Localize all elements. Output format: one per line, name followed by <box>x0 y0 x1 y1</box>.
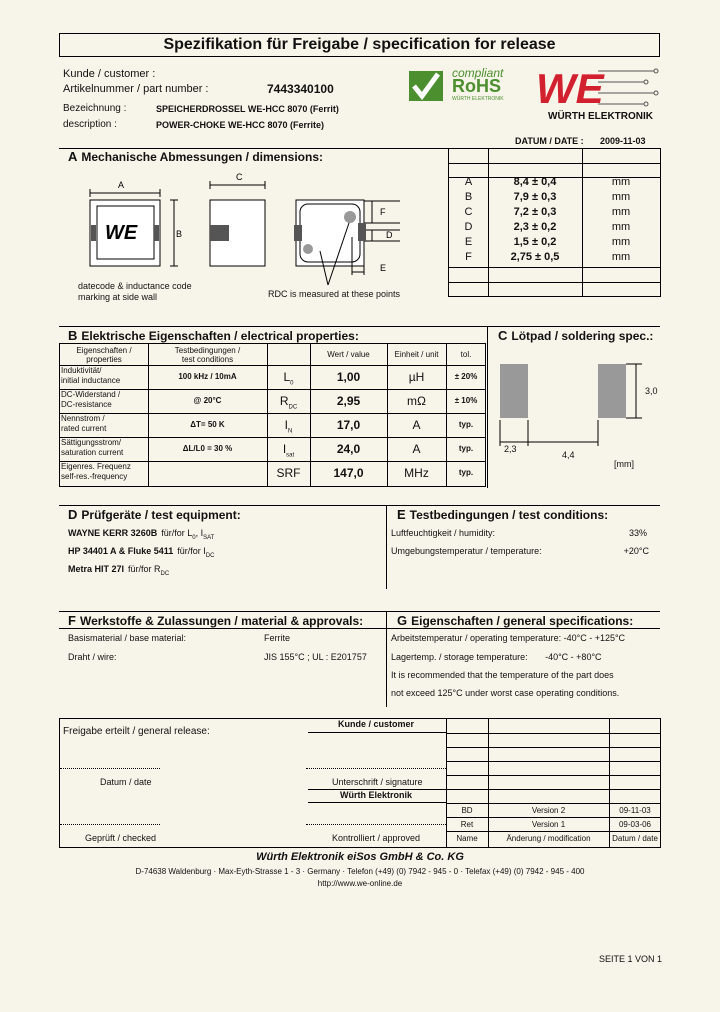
dimension-value: 7,2 ± 0,3 <box>513 206 557 218</box>
dimension-unit: mm <box>611 221 631 233</box>
dimension-value: 1,5 ± 0,2 <box>513 236 557 248</box>
checked-line <box>60 824 160 825</box>
symbol-letter: R <box>279 394 289 408</box>
revision-name: BD <box>461 806 473 815</box>
dim-label-d: D <box>386 230 393 240</box>
designation-value: SPEICHERDROSSEL WE-HCC 8070 (Ferrit) <box>156 104 339 114</box>
humidity-value: 33% <box>628 528 647 538</box>
property-unit: A <box>412 442 421 456</box>
svg-text:WE: WE <box>105 222 138 244</box>
dimension-key: F <box>465 251 472 263</box>
symbol-subscript: DC <box>288 404 298 411</box>
section-a-letter: A <box>68 149 78 164</box>
section-f-title: Werkstoffe & Zulassungen / material & approvals: <box>79 614 364 628</box>
property-value: 17,0 <box>336 418 361 432</box>
page-number: SEITE 1 VON 1 <box>599 954 663 964</box>
rohs-compliant-text: compliant <box>452 66 504 80</box>
equipment-subscript-2: SAT <box>203 534 215 541</box>
symbol <box>267 466 310 482</box>
we-brand-text: WÜRTH ELEKTRONIK <box>548 111 653 122</box>
col-value: Wert / value <box>327 350 370 359</box>
dimension-unit: mm <box>611 236 631 248</box>
col-unit: Einheit / unit <box>394 350 439 359</box>
dimension-unit: mm <box>611 191 631 203</box>
revision-change: Version 1 <box>531 820 566 829</box>
section-b-header <box>68 328 359 343</box>
section-b-title: Elektrische Eigenschaften / electrical properties: <box>81 329 359 343</box>
property-line-1: Eigenres. Frequenz <box>61 462 131 471</box>
rdc-note: RDC is measured at these points <box>268 289 401 299</box>
dim-label-b: B <box>176 229 183 239</box>
equipment-line <box>68 546 214 559</box>
property-line-2: initial inductance <box>61 376 121 385</box>
dimension-key: B <box>464 191 473 203</box>
symbol <box>267 370 310 386</box>
rev-header-name: Name <box>456 834 478 843</box>
test-condition: @ 20°C <box>193 396 222 405</box>
temperature-value: +20°C <box>623 546 649 556</box>
equipment-line <box>68 528 214 541</box>
datecode-note-2: marking at side wall <box>78 292 158 302</box>
release-label: Freigabe erteilt / general release: <box>63 726 210 737</box>
section-d-letter: D <box>68 507 78 522</box>
section-d-header <box>68 507 241 522</box>
dim-label-a: A <box>118 180 125 190</box>
property-line-2: rated current <box>61 424 107 433</box>
dimension-unit: mm <box>611 206 631 218</box>
col-property-2: properties <box>86 355 122 364</box>
dim-label-f: F <box>380 207 386 217</box>
property-unit: mΩ <box>407 394 426 408</box>
equipment-subscript: DC <box>205 552 215 559</box>
revision-date: 09-11-03 <box>619 806 651 815</box>
col-conditions-2: test conditions <box>181 355 234 364</box>
general-spec-line-2: Lagertemp. / storage temperature: -40°C - +80°C <box>391 652 602 662</box>
temperature-label: Umgebungstemperatur / temperature: <box>391 546 542 556</box>
property-unit: A <box>412 418 421 432</box>
property-value: 2,95 <box>336 394 361 408</box>
section-g-title: Eigenschaften / general specifications: <box>411 614 634 628</box>
test-condition: 100 kHz / 10mA <box>178 372 237 381</box>
general-spec-line-4: not exceed 125°C under worst case operating conditions. <box>391 688 620 698</box>
test-condition: ΔL/L0 = 30 % <box>182 444 233 453</box>
property-unit: MHz <box>404 466 429 480</box>
footer-address: D-74638 Waldenburg · Max-Eyth-Strasse 1 - 3 · Germany · Telefon (+49) (0) 7942 - 945 - 0 · Telefax (+49) (0) 7942 - 945 - 400 <box>135 867 585 876</box>
section-f-header <box>68 613 363 628</box>
section-e-letter: E <box>397 507 406 522</box>
test-condition: ΔT= 50 K <box>190 420 225 429</box>
solder-pad-drawing <box>492 350 660 470</box>
property-value: 24,0 <box>336 442 361 456</box>
section-f-letter: F <box>68 613 76 628</box>
symbol-letter: L <box>283 370 291 384</box>
part-number: 7443340100 <box>267 82 334 96</box>
base-material-value: Ferrite <box>264 633 291 643</box>
rohs-logo <box>408 66 526 104</box>
property-tolerance: typ. <box>458 444 474 453</box>
rev-header-change: Änderung / modification <box>506 834 591 843</box>
revision-name: Ret <box>460 820 474 829</box>
dimension-key: E <box>464 236 473 248</box>
date-signature-line-1 <box>60 768 160 769</box>
property-value: 147,0 <box>333 466 364 480</box>
property-line-2: self-res.-frequency <box>61 472 128 481</box>
section-c-title: Lötpad / soldering spec.: <box>511 329 654 343</box>
symbol <box>267 418 310 434</box>
wire-label: Draht / wire: <box>68 652 117 662</box>
section-e-header <box>397 507 608 522</box>
rohs-sub-text: WÜRTH ELEKTRONIK <box>452 96 504 102</box>
wire-value: JIS 155°C ; UL : E201757 <box>264 652 367 662</box>
approved-label: Kontrolliert / approved <box>332 833 421 843</box>
we-logo <box>532 63 662 123</box>
svg-text:WE: WE <box>536 65 604 109</box>
dim-label-c: C <box>236 172 243 182</box>
humidity-label: Luftfeuchtigkeit / humidity: <box>391 528 496 538</box>
rohs-text: RoHS <box>452 76 501 96</box>
date-label-release: Datum / date <box>100 777 152 787</box>
base-material-label: Basismaterial / base material: <box>68 633 187 643</box>
property-tolerance: ± 10% <box>454 396 478 405</box>
solder-dim-gap: 4,4 <box>562 450 575 460</box>
symbol-letter: I <box>284 418 288 432</box>
solder-pad-svg <box>492 350 660 470</box>
dim-label-e: E <box>380 263 387 273</box>
general-spec-line-3: It is recommended that the temperature of the part does <box>391 670 614 680</box>
checked-label: Geprüft / checked <box>85 833 157 843</box>
equipment-subscript: 0 <box>192 534 196 541</box>
equipment-line <box>68 564 169 577</box>
approved-line <box>306 824 446 825</box>
property-line-1: Sättigungsstrom/ <box>61 438 122 447</box>
footer-url: http://www.we-online.de <box>317 879 403 888</box>
general-spec-line-1: Arbeitstemperatur / operating temperature: -40°C - +125°C <box>391 633 626 643</box>
equipment-usage: für/for R <box>128 564 161 574</box>
equipment-usage: für/for I <box>177 546 206 556</box>
section-g-letter: G <box>397 613 408 628</box>
solder-unit: [mm] <box>614 459 634 469</box>
we-header: Würth Elektronik <box>339 790 412 800</box>
symbol-letter: I <box>282 442 287 456</box>
date-label: DATUM / DATE : <box>515 136 584 146</box>
section-d-title: Prüfgeräte / test equipment: <box>81 508 241 522</box>
equipment-name: WAYNE KERR 3260B <box>68 528 158 538</box>
equipment-subscript: DC <box>160 570 170 577</box>
revision-change: Version 2 <box>531 806 566 815</box>
description-value: POWER-CHOKE WE-HCC 8070 (Ferrite) <box>156 120 325 130</box>
revision-date: 09-03-06 <box>618 820 652 829</box>
equipment-name: HP 34401 A & Fluke 5411 <box>68 546 174 556</box>
col-tol: tol. <box>460 350 472 359</box>
datecode-note-1: datecode & inductance code <box>78 281 192 291</box>
section-c-header <box>498 328 653 343</box>
dimension-value: 2,75 ± 0,5 <box>510 251 560 263</box>
section-c-letter: C <box>498 328 508 343</box>
col-property-1: Eigenschaften / <box>76 346 132 355</box>
equipment-usage-2: , I <box>195 528 204 538</box>
section-b-letter: B <box>68 328 78 343</box>
equipment-name: Metra HIT 27I <box>68 564 125 574</box>
dimension-key: C <box>464 206 473 218</box>
property-unit: µH <box>408 370 425 384</box>
symbol-letter: SRF <box>276 466 301 480</box>
solder-dim-height: 3,0 <box>645 386 658 396</box>
dimension-value: 7,9 ± 0,3 <box>513 191 557 203</box>
symbol <box>267 394 310 410</box>
customer-header: Kunde / customer <box>337 719 414 729</box>
customer-label: Kunde / customer : <box>63 68 156 80</box>
property-tolerance: ± 20% <box>454 372 478 381</box>
dimension-unit: mm <box>611 251 631 263</box>
footer-company: Würth Elektronik eiSos GmbH & Co. KG <box>256 851 464 863</box>
dimension-value: 2,3 ± 0,2 <box>513 221 557 233</box>
property-tolerance: typ. <box>458 420 474 429</box>
property-line-1: DC-Widerstand / <box>61 390 121 399</box>
property-line-2: saturation current <box>61 448 124 457</box>
dimension-key: A <box>464 176 473 188</box>
property-tolerance: typ. <box>458 468 474 477</box>
description-label: description : <box>63 119 117 130</box>
part-label: Artikelnummer / part number : <box>63 83 209 95</box>
dimension-value: 8,4 ± 0,4 <box>513 176 557 188</box>
section-e-title: Testbedingungen / test conditions: <box>409 508 609 522</box>
section-a-title: Mechanische Abmessungen / dimensions: <box>81 150 324 164</box>
section-a-header <box>68 149 323 164</box>
symbol <box>267 442 310 458</box>
date-value: 2009-11-03 <box>600 136 646 146</box>
symbol-subscript: sat <box>286 452 295 459</box>
property-value: 1,00 <box>336 370 361 384</box>
symbol-subscript: 0 <box>290 380 294 387</box>
symbol-subscript: N <box>288 428 293 435</box>
property-line-1: Nennstrom / <box>61 414 105 423</box>
signature-label: Unterschrift / signature <box>332 777 423 787</box>
equipment-usage: für/for L <box>161 528 193 538</box>
signature-line-1 <box>306 768 446 769</box>
property-line-1: Induktivität/ <box>61 366 102 375</box>
designation-label: Bezeichnung : <box>63 103 127 114</box>
section-g-header <box>397 613 633 628</box>
dimension-unit: mm <box>611 176 631 188</box>
col-conditions-1: Testbedingungen / <box>174 346 241 355</box>
solder-dim-pad: 2,3 <box>504 444 517 454</box>
we-logo-mark <box>532 63 662 109</box>
dimension-key: D <box>464 221 473 233</box>
page-title: Spezifikation für Freigabe / specification for release <box>163 36 556 53</box>
rev-header-date: Datum / date <box>612 834 658 843</box>
property-line-2: DC-resistance <box>61 400 112 409</box>
